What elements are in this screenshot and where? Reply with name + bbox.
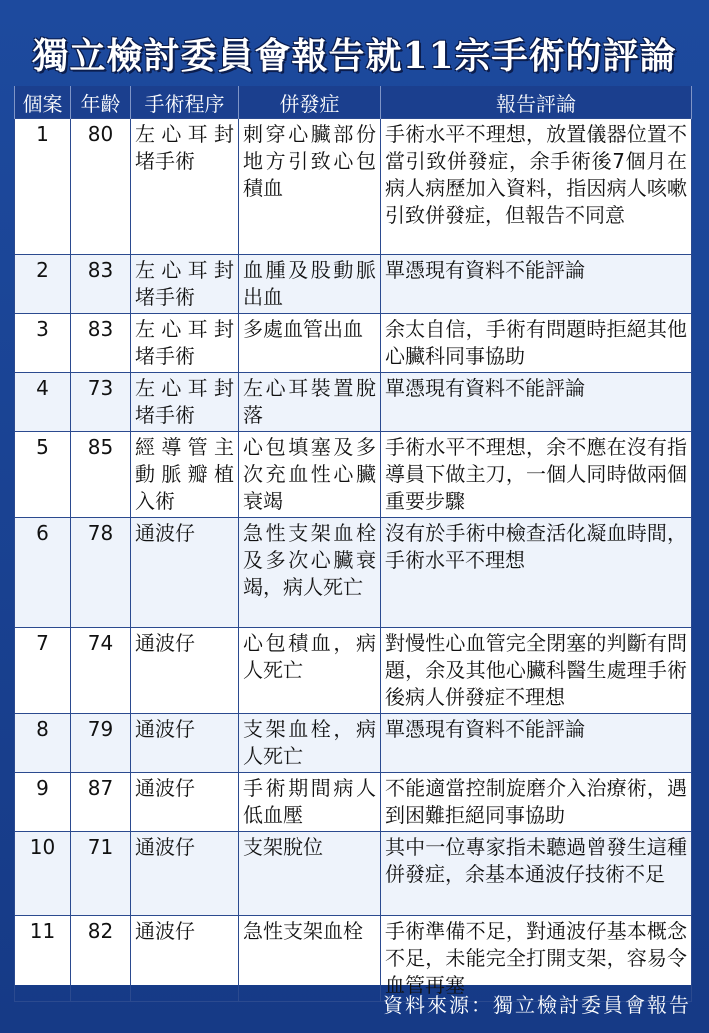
comment-cell: 余太自信，手術有問題時拒絕其他心臟科同事協助 <box>381 314 692 373</box>
header-case: 個案 <box>15 86 71 119</box>
complication-cell: 血腫及股動脈出血 <box>239 255 381 314</box>
case-number: 4 <box>15 373 71 432</box>
patient-age: 83 <box>71 255 131 314</box>
complication-cell: 心包積血，病人死亡 <box>239 628 381 714</box>
report-table <box>14 86 692 1002</box>
table-row <box>15 373 692 432</box>
table-row <box>15 432 692 518</box>
comment-cell: 對慢性心血管完全閉塞的判斷有問題，余及其他心臟科醫生處理手術後病人併發症不理想 <box>381 628 692 714</box>
complication-cell: 心包填塞及多次充血性心臟衰竭 <box>239 432 381 518</box>
comment-cell: 不能適當控制旋磨介入治療術，遇到困難拒絕同事協助 <box>381 773 692 832</box>
complication-cell: 多處血管出血 <box>239 314 381 373</box>
complication-cell: 支架脫位 <box>239 832 381 916</box>
complication-cell: 手術期間病人低血壓 <box>239 773 381 832</box>
table-row <box>15 714 692 773</box>
case-number: 9 <box>15 773 71 832</box>
procedure-cell: 左心耳封堵手術 <box>131 314 239 373</box>
table-row <box>15 628 692 714</box>
complication-cell: 急性支架血栓及多次心臟衰竭，病人死亡 <box>239 518 381 628</box>
case-number: 1 <box>15 119 71 255</box>
case-number: 8 <box>15 714 71 773</box>
procedure-cell: 通波仔 <box>131 628 239 714</box>
case-number: 11 <box>15 916 71 1002</box>
patient-age: 80 <box>71 119 131 255</box>
comment-cell: 手術水平不理想，余不應在沒有指導員下做主刀，一個人同時做兩個重要步驟 <box>381 432 692 518</box>
table-row <box>15 119 692 255</box>
comment-cell: 手術準備不足，對通波仔基本概念不足，未能完全打開支架，容易令血管再塞 <box>381 916 692 1002</box>
comment-cell: 沒有於手術中檢查活化凝血時間，手術水平不理想 <box>381 518 692 628</box>
patient-age: 82 <box>71 916 131 1002</box>
patient-age: 71 <box>71 832 131 916</box>
patient-age: 73 <box>71 373 131 432</box>
case-number: 3 <box>15 314 71 373</box>
patient-age: 83 <box>71 314 131 373</box>
table-row <box>15 518 692 628</box>
table-row <box>15 832 692 916</box>
comment-cell: 手術水平不理想，放置儀器位置不當引致併發症，余手術後7個月在病人病歷加入資料，指因病人咳嗽引致併發症，但報告不同意 <box>381 119 692 255</box>
patient-age: 74 <box>71 628 131 714</box>
header-comment: 報告評論 <box>381 86 692 119</box>
procedure-cell: 經導管主動脈瓣植入術 <box>131 432 239 518</box>
header-age: 年齡 <box>71 86 131 119</box>
patient-age: 85 <box>71 432 131 518</box>
table-row <box>15 314 692 373</box>
procedure-cell: 左心耳封堵手術 <box>131 255 239 314</box>
case-number: 10 <box>15 832 71 916</box>
procedure-cell: 左心耳封堵手術 <box>131 119 239 255</box>
table-row <box>15 773 692 832</box>
patient-age: 78 <box>71 518 131 628</box>
header-complication: 併發症 <box>239 86 381 119</box>
procedure-cell: 通波仔 <box>131 832 239 916</box>
case-number: 6 <box>15 518 71 628</box>
comment-cell: 單憑現有資料不能評論 <box>381 714 692 773</box>
page-title: 獨立檢討委員會報告就11宗手術的評論 <box>32 35 677 77</box>
patient-age: 87 <box>71 773 131 832</box>
case-number: 5 <box>15 432 71 518</box>
table-row <box>15 255 692 314</box>
complication-cell: 急性支架血栓 <box>239 916 381 1002</box>
comment-cell: 單憑現有資料不能評論 <box>381 255 692 314</box>
procedure-cell: 通波仔 <box>131 916 239 1002</box>
patient-age: 79 <box>71 714 131 773</box>
complication-cell: 刺穿心臟部份地方引致心包積血 <box>239 119 381 255</box>
procedure-cell: 通波仔 <box>131 773 239 832</box>
complication-cell: 左心耳裝置脫落 <box>239 373 381 432</box>
source-credit: 資料來源：獨立檢討委員會報告 <box>383 993 691 1017</box>
comment-cell: 單憑現有資料不能評論 <box>381 373 692 432</box>
header-procedure: 手術程序 <box>131 86 239 119</box>
complication-cell: 支架血栓，病人死亡 <box>239 714 381 773</box>
table-header-row <box>15 86 692 119</box>
case-number: 2 <box>15 255 71 314</box>
comment-cell: 其中一位專家指未聽過曾發生這種併發症，余基本通波仔技術不足 <box>381 832 692 916</box>
procedure-cell: 左心耳封堵手術 <box>131 373 239 432</box>
case-number: 7 <box>15 628 71 714</box>
procedure-cell: 通波仔 <box>131 714 239 773</box>
procedure-cell: 通波仔 <box>131 518 239 628</box>
report-table-container <box>14 86 691 997</box>
